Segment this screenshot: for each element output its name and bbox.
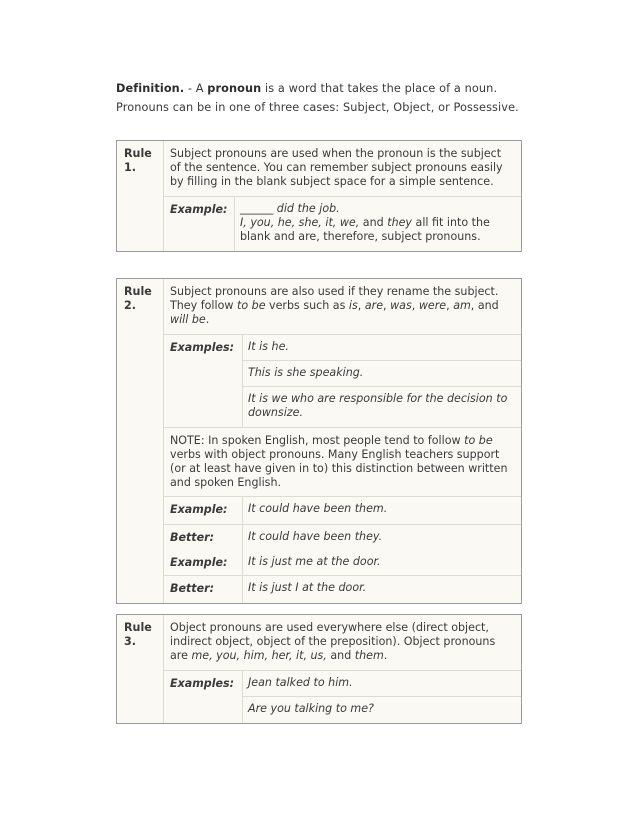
rule-2-text: Subject pronouns are also used if they rename the subject. They follow to be verbs such as is, are, was, were, am, and will be. [163, 279, 521, 334]
rule-2-pair-3: Example: It is just me at the door. [163, 550, 521, 575]
rule-1-example-pronouns: I, you, he, she, it, we, [240, 216, 360, 229]
rule-2-pair-4: Better: It is just I at the door. [163, 575, 521, 603]
rule-3-example-1: Jean talked to him. [248, 676, 353, 689]
definition-pre: - A [184, 82, 208, 95]
rule-1-example-rest: all fit into the blank and are, therefore, subject pronouns. [240, 216, 490, 243]
rule-1-label: Rule 1. [124, 147, 152, 174]
rule-1-example-and: and [359, 216, 388, 229]
rule-3-example-2: Are you talking to me? [243, 696, 521, 723]
rule-2-examples [163, 334, 521, 427]
rule-3-examples-label: Examples: [170, 677, 235, 690]
rule-2-example-2: This is she speaking. [243, 360, 521, 386]
rule-2-pair-4-value: It is just I at the door. [248, 581, 367, 594]
rule-2-note-text: NOTE: In spoken English, most people tend to follow to be verbs with object pronouns. Many English teachers support (or at least have given in to) this distinction between written and spoken English. [170, 434, 508, 489]
rule-2-pair-3-value: It is just me at the door. [248, 555, 381, 568]
rule-2-examples-label: Examples: [170, 341, 235, 354]
rule-1-example-line1: ______ did the job. [240, 202, 340, 215]
rule-3-examples-list [242, 671, 521, 723]
definition-term: pronoun [207, 82, 262, 95]
rule-3-label: Rule 3. [124, 621, 152, 648]
rule-1-box [116, 140, 522, 252]
rule-3-text: Object pronouns are used everywhere else (direct object, indirect object, object of the preposition). Object pronouns are me, you, him, her, it, us, and them. [163, 615, 521, 670]
rule-1-example-they: they [387, 216, 412, 229]
definition-post: is a word that takes the place of a noun. Pronouns can be in one of three cases: Subject, Object, or Possessive. [116, 82, 519, 114]
rule-2-pair-2-value: It could have been they. [248, 530, 383, 543]
rule-2-note [163, 427, 521, 496]
rule-2-example-3: It is we who are responsible for the decision to downsize. [243, 386, 521, 427]
rule-2-box [116, 278, 522, 604]
rule-2-label: Rule 2. [124, 285, 152, 312]
rule-2-example-1: It is he. [248, 340, 289, 353]
rule-1-example-label: Example: [170, 203, 228, 216]
definition-label: Definition. [116, 82, 185, 95]
rule-1-text: Subject pronouns are used when the pronoun is the subject of the sentence. You can remember subject pronouns easily by filling in the blank subject space for a simple sentence. [163, 141, 521, 196]
rule-2-pair-2: Better: It could have been they. [163, 524, 521, 550]
definition-paragraph [116, 79, 536, 117]
rule-3-box [116, 614, 522, 724]
rule-2-examples-list [242, 335, 521, 427]
rule-1-example [163, 196, 521, 251]
rule-1-example-value [234, 197, 521, 251]
rule-2-pair-1: Example: It could have been them. [163, 496, 521, 524]
rule-2-pair-1-value: It could have been them. [248, 502, 388, 515]
rule-3-examples [163, 670, 521, 723]
